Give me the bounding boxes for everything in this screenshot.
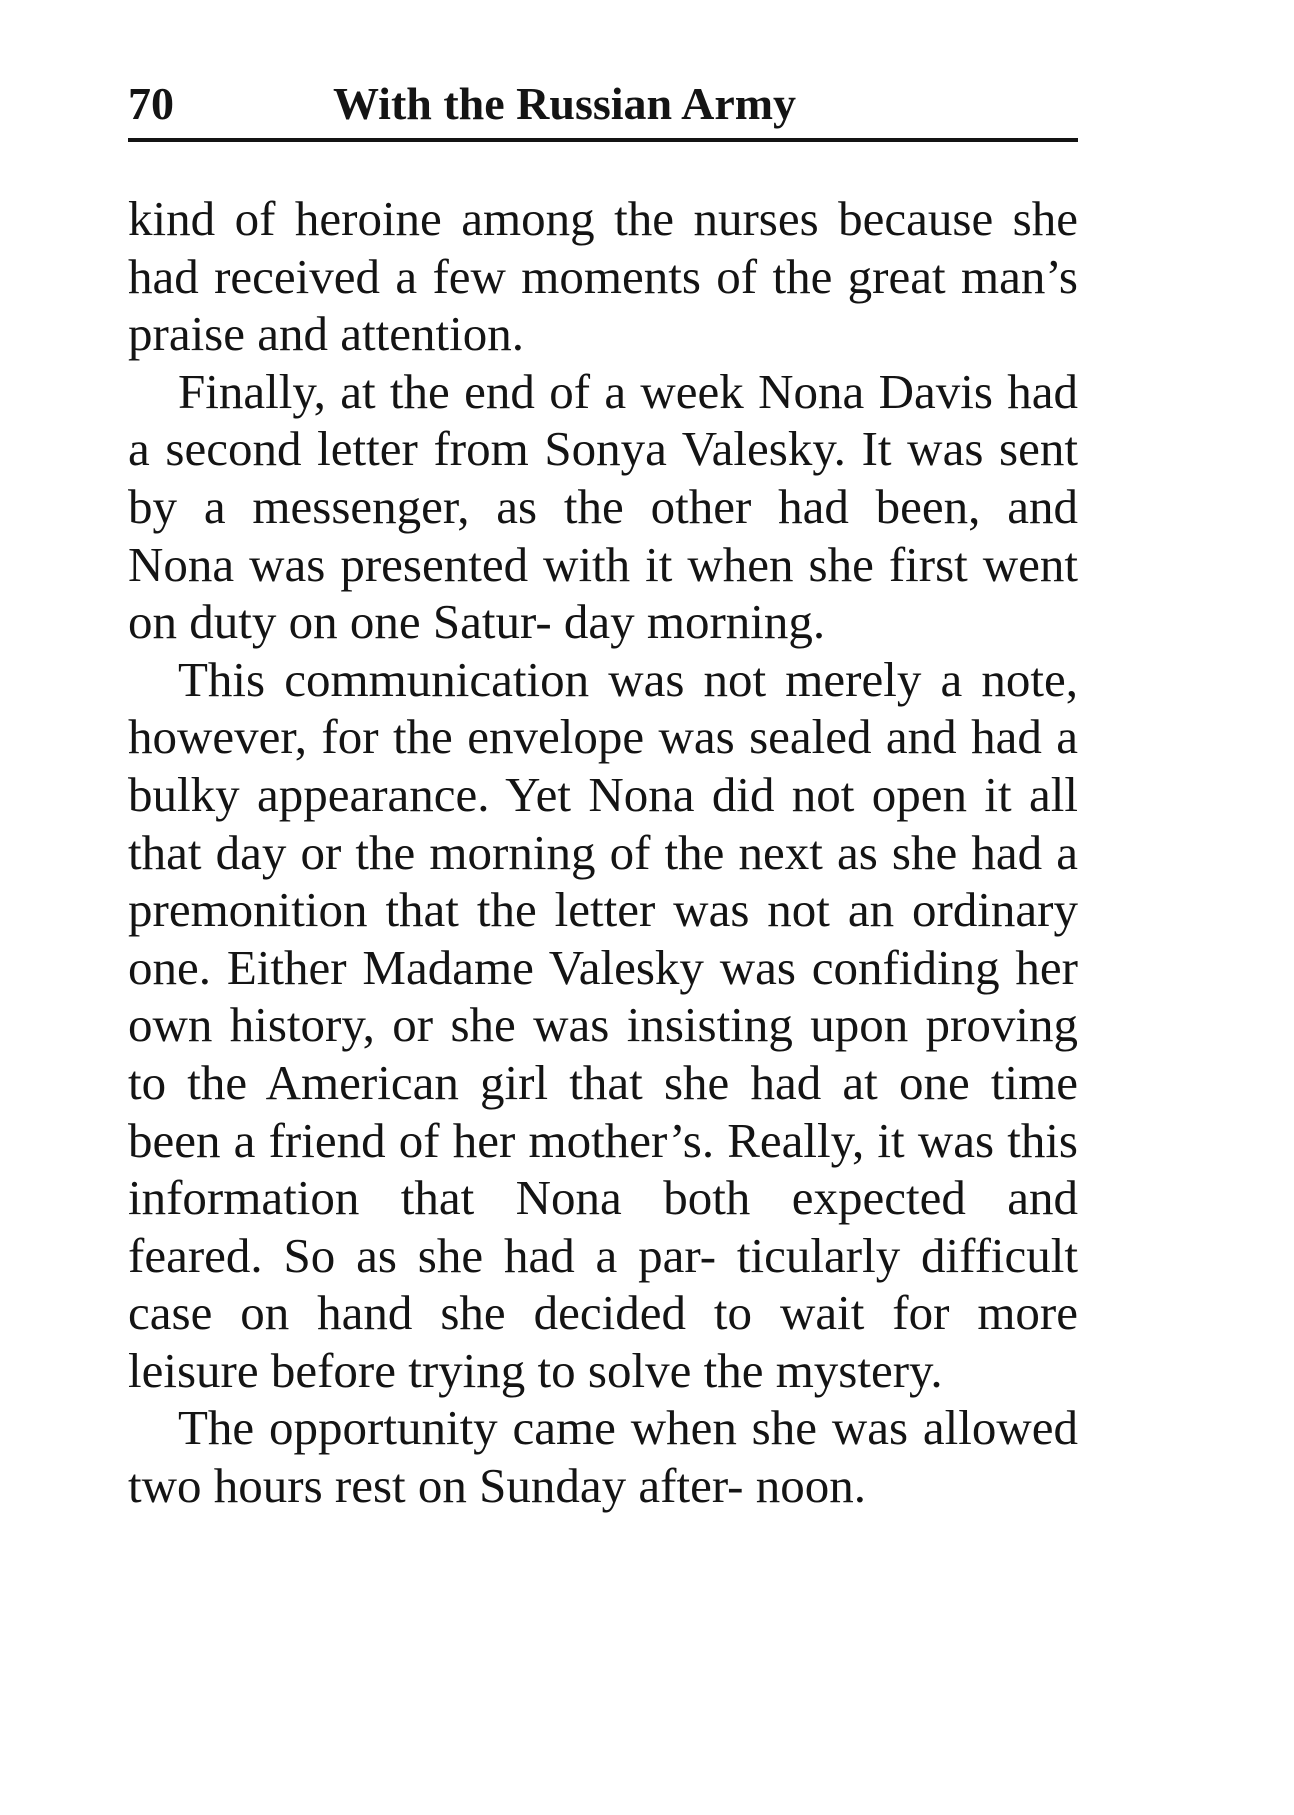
paragraph: The opportunity came when she was allowed two hours rest on Sunday after- noon.	[128, 1400, 1078, 1514]
paragraph: Finally, at the end of a week Nona Davis had a second letter from Sonya Valesky. It was sent by a messenger, as the other had been, and Nona was presented with it when she first went on duty on one Satur- day morning.	[128, 363, 1078, 650]
body-text	[128, 190, 1078, 1515]
page-number: 70	[128, 78, 174, 129]
paragraph: This communication was not merely a note, however, for the envelope was sealed and had a bulky appearance. Yet Nona did not open it all that day or the morning of the next as she had a premonition that the letter was not an ordinary one. Either Madame Valesky was confiding her own history, or she was insisting upon proving to the American girl that she had at one time been a friend of her mother’s. Really, it was this information that Nona both expected and feared. So as she had a par- ticularly difficult case on hand she decided to wait for more leisure before trying to solve the mystery.	[128, 651, 1078, 1398]
page-header	[128, 72, 1078, 136]
running-title: With the Russian Army	[333, 78, 797, 129]
paragraph: kind of heroine among the nurses because she had received a few moments of the great man’s praise and attention.	[128, 191, 1078, 362]
header-rule	[128, 138, 1078, 142]
